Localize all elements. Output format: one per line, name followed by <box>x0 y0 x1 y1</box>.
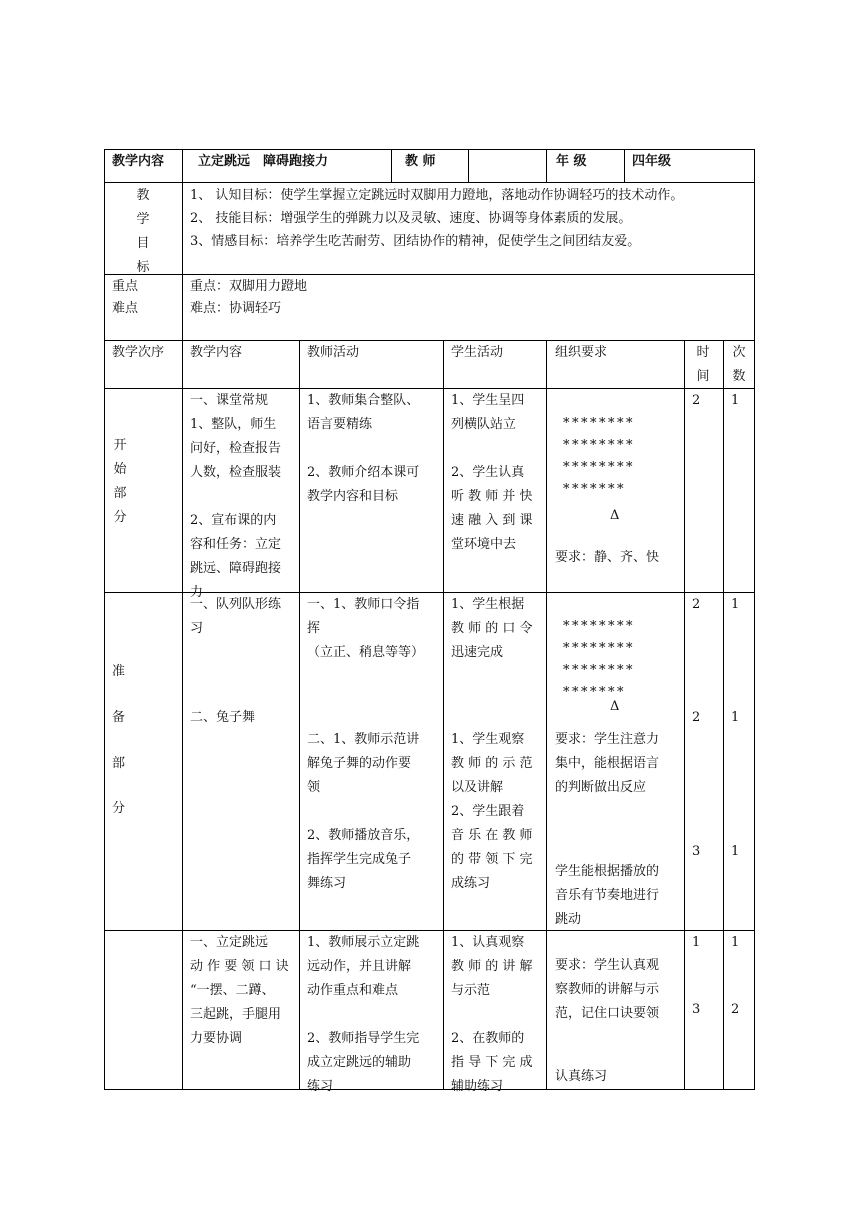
teacher-label: 教 师 <box>405 154 436 169</box>
section-start-label: 开 始 部 分 <box>113 438 127 525</box>
section-start-content: 一、课堂常规 1、整队，师生 问好，检查报告 人数，检查服装 2、宣布课的内 容和任务：立定 跳远、障碍跑接 力 <box>190 393 282 600</box>
formation-row: ******** <box>563 619 635 634</box>
section-main-count: 2 <box>731 1002 740 1017</box>
grade-label: 年 级 <box>556 154 587 169</box>
col-order: 教学次序 <box>112 345 165 360</box>
formation-row: ******** <box>563 460 635 475</box>
col-teacher: 教师活动 <box>307 345 360 360</box>
section-prep-count: 1 <box>731 597 740 612</box>
section-main-student: 1、认真观察 教 师 的 讲 解 与示范 2、在教师的 指 导 下 完 成 辅助练习 <box>451 935 533 1094</box>
section-prep-count: 1 <box>731 710 740 725</box>
objective-line-2: 2、 技能目标：增强学生的弹跳力以及灵敏、速度、协调等身体素质的发展。 <box>190 211 632 226</box>
formation-row: ******** <box>563 663 635 678</box>
section-prep-content-2: 二、兔子舞 <box>190 710 256 725</box>
lesson-plan-page: 教学内容 立定跳远 障碍跑接力 教 师 年 级 四年级 教 学 目 标 1、 认知目标：使学生掌握立定跳远时双脚用力蹬地，落地动作协调轻巧的技术动作。 2、 技能目标：增强学生的弹跳力以及灵敏、速度、协调等身体素质的发展。 3、情感目标：培养学生吃苦耐劳、团结协作的精神，促使学生之间团结友爱。 重点 难点 重点：双脚用力蹬地 难点：协调轻巧 教学次序 教学内容 教师活动 学生活动 组织要求 时 间 次 数 开 始 部 分 一、课堂常规 1、整队，师生 问好，检查报告 人数，检查服装 2、宣布课的内 容和任务：立定 跳远、障碍跑接 力 1、教师集合整队、 语言要精练 2、教师介绍本课可 教学内容和目标 1、学生呈四 列横队站立 2、学生认真 听 教 师 并 快 速 融 入 到 课 堂环境中去 ******** ******** ******** ******* Δ 要求：静、齐、快 2 1 准 备 部 分 一、队列队形练 习 二、兔子舞 一、1、教师口令指 挥 （立正、稍息等等） 二、1、教师示范讲 解兔子舞的动作要 领 2、教师播放音乐， 指挥学生完成兔子 舞练习 1、学生根据 教 师 的 口 令 迅速完成 1、学生观察 教 师 的 示 范 以及讲解 2、学生跟着 音 乐 在 教 师 的 带 领 下 完 成练习 ******** ******** ******** ******* Δ 要求：学生注意力 集中，能根据语言 的判断做出反应 学生能根据播放的 音乐有节奏地进行 跳动 2 2 3 1 1 1 一、立定跳远 动 作 要 领 口 诀 “一摆、二蹲、 三起跳，手腿用 力要协调 1、教师展示立定跳 远动作，并且讲解 动作重点和难点 2、教师指导学生完 成立定跳远的辅助 练习 1、认真观察 教 师 的 讲 解 与示范 2、在教师的 指 导 下 完 成 辅助练习 要求：学生认真观 察教师的讲解与示 范，记住口诀要领 认真练习 1 3 1 2 <box>0 0 860 1216</box>
objectives-label: 教 学 目 标 <box>136 188 150 275</box>
formation-row: ******* <box>563 482 626 497</box>
section-prep-teacher-2: 二、1、教师示范讲 解兔子舞的动作要 领 2、教师播放音乐， 指挥学生完成兔子 舞练习 <box>307 732 420 891</box>
section-start-teacher: 1、教师集合整队、 语言要精练 2、教师介绍本课可 教学内容和目标 <box>307 393 420 504</box>
col-organization: 组织要求 <box>555 345 608 360</box>
section-start-student: 1、学生呈四 列横队站立 2、学生认真 听 教 师 并 快 速 融 入 到 课 堂环境中去 <box>451 393 533 552</box>
section-prep-teacher-1: 一、1、教师口令指 挥 （立正、稍息等等） <box>307 597 425 660</box>
col-content: 教学内容 <box>190 345 243 360</box>
formation-row: ******** <box>563 416 635 431</box>
objective-line-3: 3、情感目标：培养学生吃苦耐劳、团结协作的精神，促使学生之间团结友爱。 <box>190 234 641 249</box>
difficulty-point: 难点：协调轻巧 <box>190 301 282 316</box>
formation-row: ******** <box>563 641 635 656</box>
section-main-requirement-2: 认真练习 <box>555 1069 608 1084</box>
section-prep-time: 2 <box>692 597 701 612</box>
section-main-time: 3 <box>692 1002 701 1017</box>
section-prep-count: 1 <box>731 844 740 859</box>
content-label: 教学内容 <box>112 154 165 169</box>
objective-line-1: 1、 认知目标：使学生掌握立定跳远时双脚用力蹬地，落地动作协调轻巧的技术动作。 <box>190 188 684 203</box>
teacher-position-mark: Δ <box>610 508 620 523</box>
formation-row: ******** <box>563 438 635 453</box>
section-prep-content-1: 一、队列队形练 习 <box>190 597 282 636</box>
section-main-requirement-1: 要求：学生认真观 察教师的讲解与示 范，记住口诀要领 <box>555 958 660 1021</box>
section-main-time: 1 <box>692 935 701 950</box>
col-student: 学生活动 <box>451 345 504 360</box>
key-point: 重点：双脚用力蹬地 <box>190 279 308 294</box>
col-count: 次 数 <box>732 345 746 384</box>
section-start-count: 1 <box>731 393 740 408</box>
grade-value: 四年级 <box>632 154 672 169</box>
section-prep-time: 3 <box>692 844 701 859</box>
teacher-position-mark: Δ <box>610 699 620 714</box>
formation-row: ******* <box>563 685 626 700</box>
section-start-requirement: 要求：静、齐、快 <box>555 550 660 565</box>
key-label: 重点 <box>112 279 139 294</box>
content-value: 立定跳远 障碍跑接力 <box>198 154 329 169</box>
section-prep-student-2: 1、学生观察 教 师 的 示 范 以及讲解 2、学生跟着 音 乐 在 教 师 的 带 领 下 完 成练习 <box>451 732 533 891</box>
section-prep-requirement-1: 要求：学生注意力 集中，能根据语言 的判断做出反应 <box>555 732 660 795</box>
section-main-count: 1 <box>731 935 740 950</box>
section-start-time: 2 <box>692 393 701 408</box>
col-time: 时 间 <box>696 345 710 384</box>
section-main-teacher: 1、教师展示立定跳 远动作，并且讲解 动作重点和难点 2、教师指导学生完 成立定跳远的辅助 练习 <box>307 935 420 1094</box>
section-prep-time: 2 <box>692 710 701 725</box>
difficulty-label: 难点 <box>112 301 139 316</box>
section-prep-requirement-2: 学生能根据播放的 音乐有节奏地进行 跳动 <box>555 864 660 927</box>
section-prep-student-1: 1、学生根据 教 师 的 口 令 迅速完成 <box>451 597 533 660</box>
section-main-content: 一、立定跳远 动 作 要 领 口 诀 “一摆、二蹲、 三起跳，手腿用 力要协调 <box>190 935 289 1046</box>
